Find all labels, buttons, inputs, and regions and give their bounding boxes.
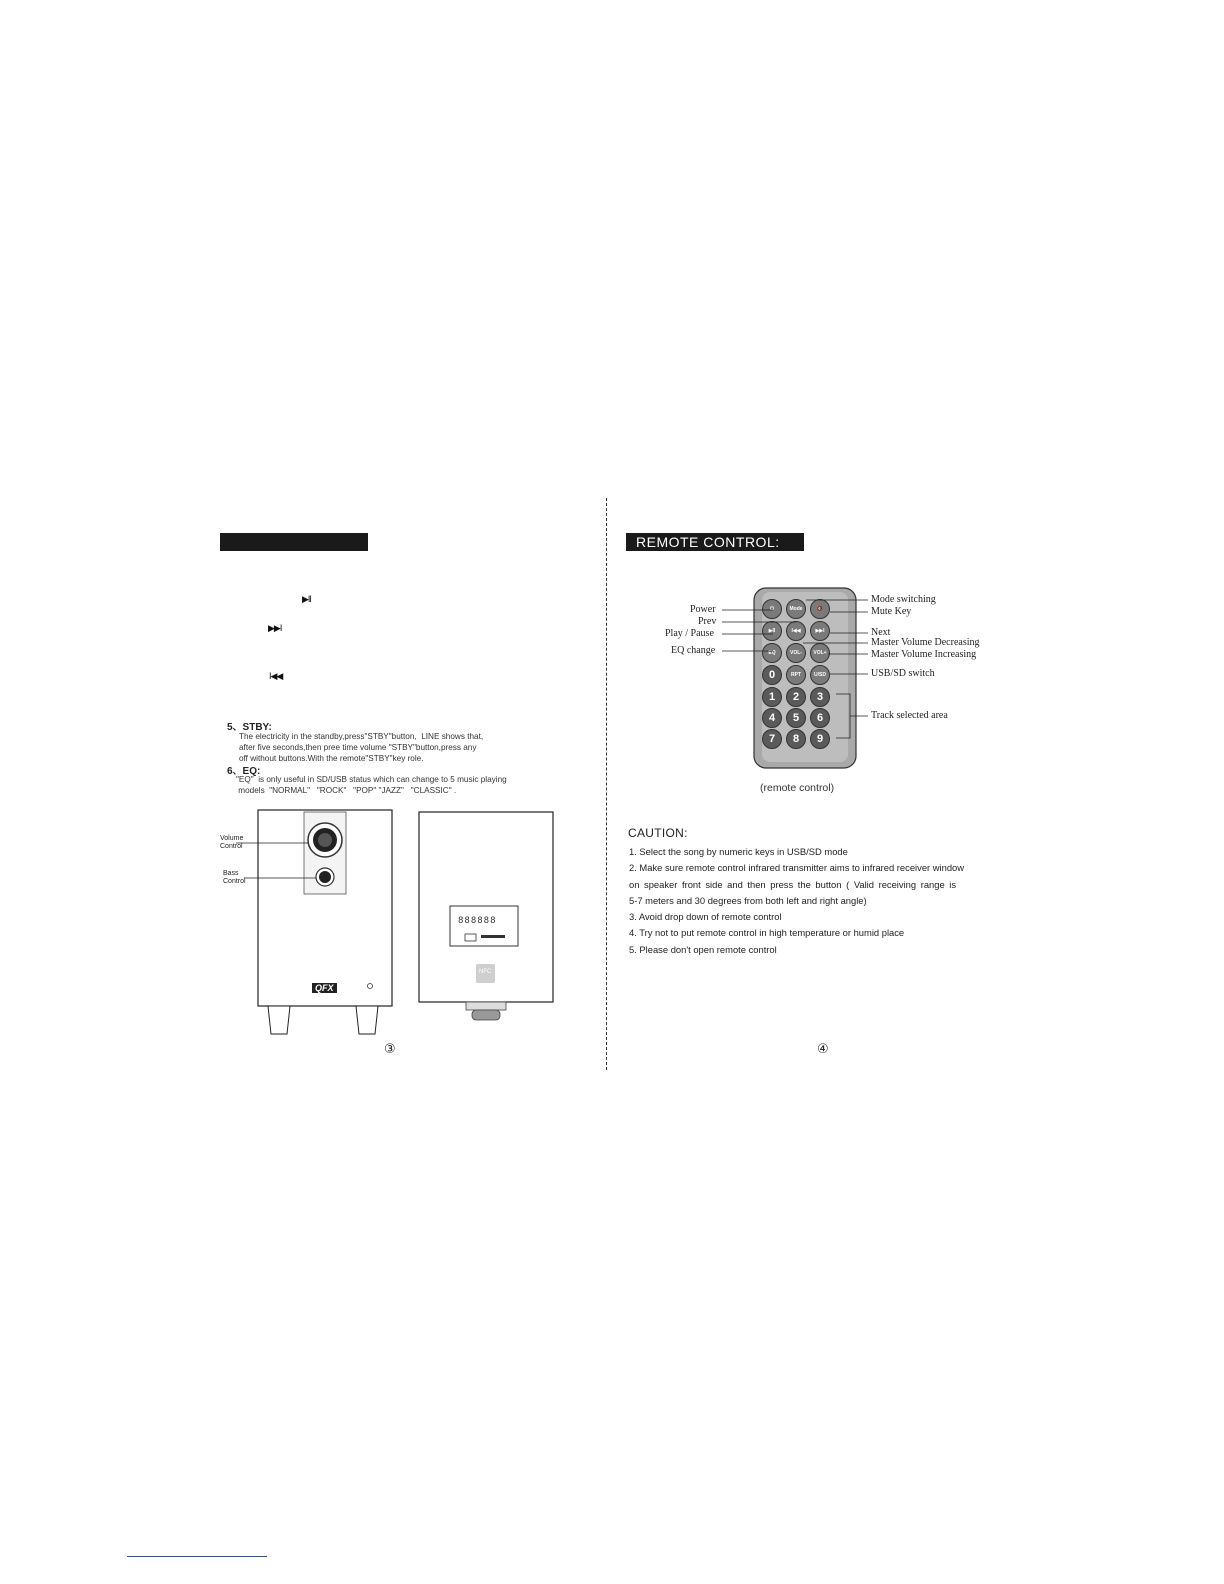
volume-control-callout: Volume Control [220, 835, 244, 850]
volume-up-label: Master Volume Increasing [871, 649, 977, 660]
caution-item: 4. Try not to put remote control in high temperature or humid place [629, 927, 905, 938]
brand-logo: QFX [312, 983, 337, 993]
stby-text: The electricity in the standby,press"STBY"button, LINE shows that, after five seconds,then pree time volume "STBY"button,press any off without buttons.With the remote"STBY"key role. [239, 732, 484, 763]
remote-button[interactable]: 9 [810, 729, 830, 749]
caution-item: 3. Avoid drop down of remote control [629, 911, 782, 922]
caution-item: 1. Select the song by numeric keys in USB/SD mode [629, 846, 848, 857]
remote-button[interactable]: RPT [786, 665, 806, 685]
caution-item: 5-7 meters and 30 degrees from both left and right angle) [629, 895, 867, 906]
usb-sd-switch-label: USB/SD switch [871, 668, 935, 679]
speaker-illustration [218, 806, 563, 1038]
remote-button[interactable]: VOL- [786, 643, 806, 663]
eq-change-label: EQ change [671, 645, 716, 656]
next-label: Next [871, 627, 891, 638]
prev-icon: I◀◀ [269, 671, 283, 681]
remote-button[interactable]: 0 [762, 665, 782, 685]
remote-button[interactable]: 2 [786, 687, 806, 707]
caution-title: CAUTION: [628, 826, 688, 840]
eq-text: "EQ" is only useful in SD/USB status which can change to 5 music playing models "NORMAL" "ROCK" "POP" "JAZZ" "CLASSIC" . [236, 775, 507, 795]
play-pause-icon: ▶II [302, 594, 311, 604]
caution-item: on speaker front side and then press the button ( Valid receiving range is [629, 879, 957, 890]
track-selected-area-label: Track selected area [871, 710, 948, 721]
remote-button[interactable]: Mode [786, 599, 806, 619]
remote-button[interactable]: U/SD [810, 665, 830, 685]
remote-button[interactable]: 8 [786, 729, 806, 749]
remote-button[interactable]: EQ [762, 643, 782, 663]
page-divider [606, 498, 607, 1070]
remote-button[interactable]: VOL+ [810, 643, 830, 663]
remote-control-header: REMOTE CONTROL: [626, 533, 804, 551]
remote-button[interactable]: 4 [762, 708, 782, 728]
remote-button[interactable]: I◀◀ [786, 621, 806, 641]
stby-title: 5、STBY: [227, 722, 272, 733]
mode-switching-label: Mode switching [871, 594, 936, 605]
remote-button[interactable]: 3 [810, 687, 830, 707]
caution-item: 5. Please don't open remote control [629, 944, 777, 955]
prev-label: Prev [698, 616, 717, 627]
panel-display: 888888 [458, 916, 497, 926]
left-section-header [220, 533, 368, 551]
remote-button[interactable]: 5 [786, 708, 806, 728]
nfc-logo: NFC [479, 969, 492, 975]
remote-leader-lines [718, 596, 878, 746]
volume-down-label: Master Volume Decreasing [871, 637, 980, 648]
eq-title: 6、EQ: [227, 766, 261, 777]
play-pause-label: Play / Pause [665, 628, 714, 639]
remote-button[interactable]: 🔇 [810, 599, 830, 619]
mute-key-label: Mute Key [871, 606, 912, 617]
page-number-3: ③ [384, 1042, 396, 1057]
remote-button[interactable]: ⏻ [762, 599, 782, 619]
power-label: Power [690, 604, 716, 615]
remote-caption: (remote control) [760, 782, 835, 794]
remote-button[interactable]: 6 [810, 708, 830, 728]
caution-item: 2. Make sure remote control infrared transmitter aims to infrared receiver window [629, 862, 965, 873]
bass-control-callout: Bass Control [223, 870, 246, 885]
remote-button[interactable]: 7 [762, 729, 782, 749]
remote-button[interactable]: ▶II [762, 621, 782, 641]
next-icon: ▶▶I [268, 623, 282, 633]
footer-link-underline [127, 1556, 267, 1557]
remote-button[interactable]: 1 [762, 687, 782, 707]
page-number-4: ④ [817, 1042, 829, 1057]
remote-button[interactable]: ▶▶I [810, 621, 830, 641]
